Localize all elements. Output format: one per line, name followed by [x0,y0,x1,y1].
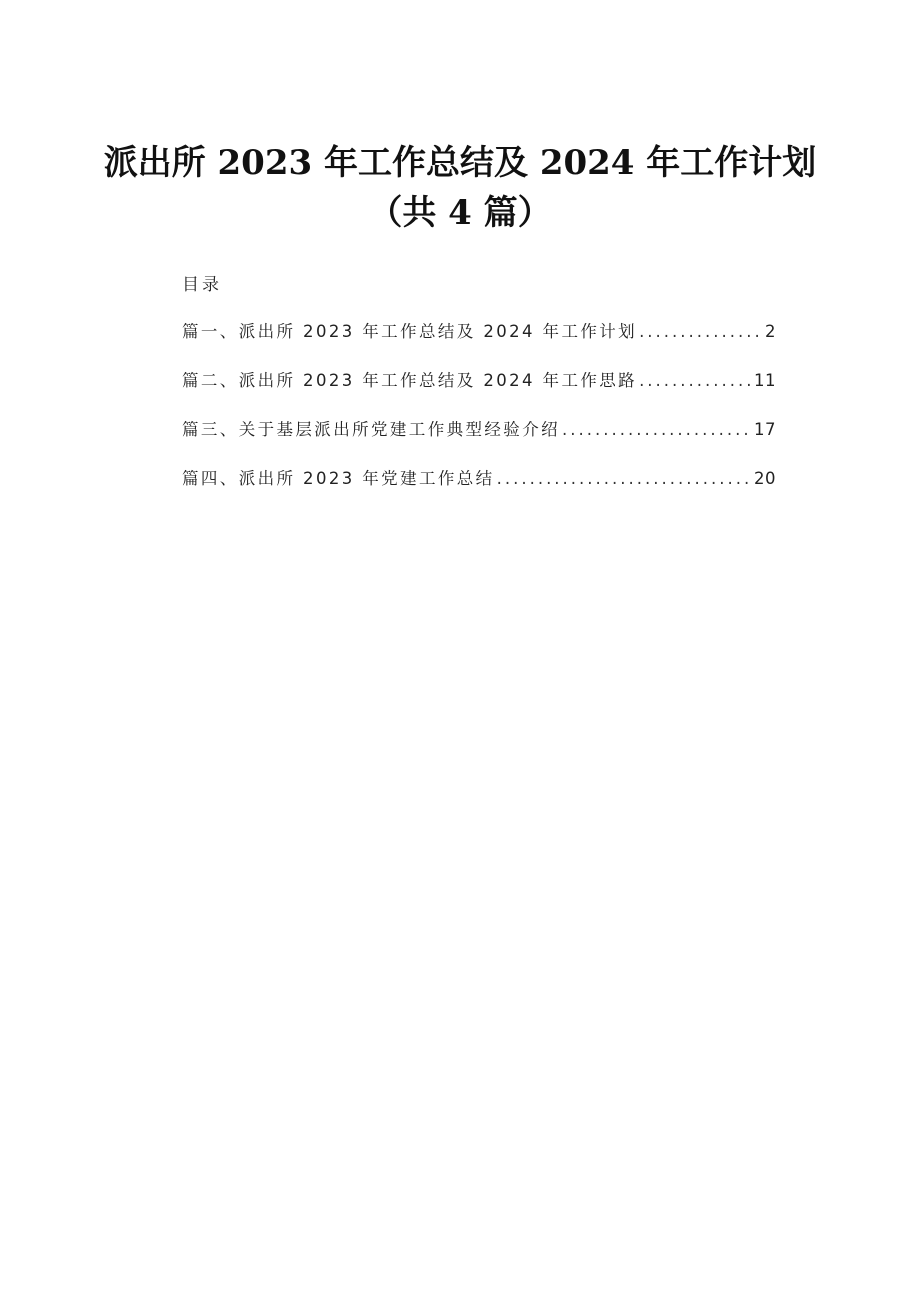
toc-entry-text: 篇二、派出所 2023 年工作总结及 2024 年工作思路 [182,371,638,390]
toc-page-number: 11 [754,371,776,390]
toc-dot-leader [639,322,762,341]
title-line-1: 派出所 2023 年工作总结及 2024 年工作计划 [103,143,817,183]
toc-dot-leader [562,420,751,439]
toc-page-number: 20 [754,469,776,488]
toc-dot-leader [497,469,751,488]
toc-entry-4[interactable] [182,465,776,514]
toc-entry-3[interactable] [182,416,776,465]
document-title [0,138,920,238]
toc-entry-text: 篇三、关于基层派出所党建工作典型经验介绍 [182,420,560,439]
table-of-contents [182,318,776,514]
toc-page-number: 2 [765,322,776,341]
toc-entry-text: 篇四、派出所 2023 年党建工作总结 [182,469,495,488]
title-line-2: （共 4 篇） [368,193,552,233]
toc-entry-1[interactable] [182,318,776,367]
toc-dot-leader [639,371,751,390]
toc-entry-2[interactable] [182,367,776,416]
toc-entry-text: 篇一、派出所 2023 年工作总结及 2024 年工作计划 [182,322,638,341]
toc-heading: 目录 [182,275,222,295]
toc-page-number: 17 [754,420,776,439]
